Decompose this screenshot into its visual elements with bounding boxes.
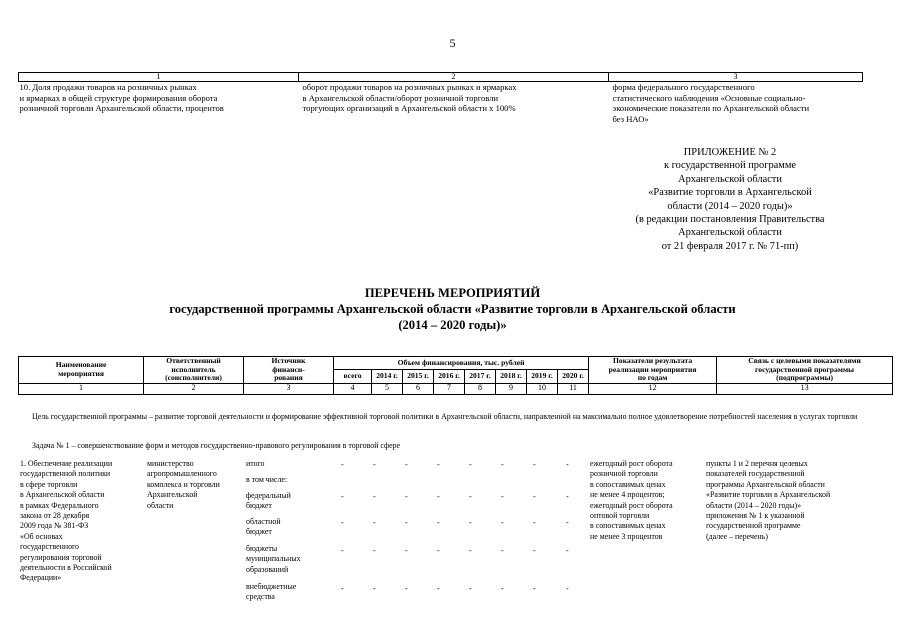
text-line: государственного	[20, 542, 79, 552]
financing-dash: -	[469, 492, 472, 501]
header-line: исполнитель	[171, 364, 216, 374]
header-line: Наименование	[55, 360, 107, 370]
text-line: областной	[246, 517, 281, 526]
text-line: Архангельской	[147, 490, 198, 500]
financing-dash: -	[566, 584, 569, 593]
financing-dash: -	[341, 460, 344, 469]
text-line: 2009 года № 381-ФЗ	[20, 521, 89, 531]
text-line: 10. Доля продажи товаров на розничных рынках	[19, 82, 197, 92]
appendix-line: к государственной программе	[663, 160, 797, 172]
header-link	[717, 357, 893, 384]
appendix-line: области (2014 – 2020 годы)»	[667, 200, 793, 212]
text-line: без НАО»	[612, 113, 649, 124]
text-line: министерство	[147, 459, 194, 468]
financing-dash: -	[533, 584, 536, 593]
financing-dash: -	[437, 546, 440, 555]
header-source	[244, 357, 334, 384]
event-link	[706, 459, 866, 542]
title-line: (2014 – 2020 годы)»	[398, 318, 507, 332]
header-line: государственной программы	[755, 364, 855, 374]
text-line: ежегодный рост оборота	[590, 500, 673, 510]
event-responsible	[147, 459, 245, 511]
financing-dash: -	[341, 546, 344, 555]
text-line: розничной торговли Архангельской области, процентов	[19, 103, 224, 114]
text-line: не менее 3 процентов	[590, 531, 663, 541]
header-year-2016: 2016 г.	[434, 370, 465, 383]
title-line: ПЕРЕЧЕНЬ МЕРОПРИЯТИЙ	[364, 286, 541, 300]
financing-dash: -	[501, 584, 504, 593]
financing-dash: -	[566, 460, 569, 469]
appendix-line: (в редакции постановления Правительства	[635, 214, 825, 226]
header-year-2019: 2019 г.	[527, 370, 558, 383]
appendix-line: Архангельской области	[678, 173, 782, 185]
financing-dash: -	[373, 460, 376, 469]
financing-dash: -	[566, 518, 569, 527]
top-table-cell-3	[609, 82, 863, 125]
financing-dash: -	[469, 546, 472, 555]
source-federal	[246, 491, 334, 512]
text-line: области (2014 – 2020 годы)»	[706, 500, 802, 510]
program-goal: Цель государственной программы – развитие торговой деятельности и формирование эффективной торговой политики в Архангельской области, направленной на максимально полное удовлетворение потребностей населения в услугах торговли	[32, 412, 858, 421]
text-line: в рамках Федерального	[20, 500, 99, 510]
text-line: пункты 1 и 2 перечня целевых	[706, 459, 808, 468]
header-total: всего	[334, 370, 372, 383]
header-line: Показатели результата	[612, 356, 693, 365]
appendix-line: «Развитие торговли в Архангельской	[648, 187, 812, 199]
text-line: оборот продажи товаров на розничных рынках и ярмарках	[302, 82, 517, 92]
col-number: 7	[434, 383, 465, 394]
financing-dash: -	[405, 518, 408, 527]
financing-dash: -	[437, 460, 440, 469]
text-line: не менее 4 процентов;	[590, 490, 665, 500]
financing-dash: -	[405, 546, 408, 555]
text-line: в Архангельской области/оборот розничной торговли	[302, 92, 499, 103]
col-number: 6	[403, 383, 434, 394]
text-line: бюджеты	[246, 544, 278, 553]
financing-dash: -	[501, 546, 504, 555]
text-line: приложения № 1 к указанной	[706, 511, 805, 521]
appendix-line: от 21 февраля 2017 г. № 71-пп)	[661, 240, 799, 252]
text-line: регулирования торговой	[20, 552, 102, 562]
text-line: форма федерального государственного	[612, 82, 755, 92]
col-number: 8	[465, 383, 496, 394]
text-line: «Об основах	[20, 531, 63, 541]
financing-dash: -	[373, 518, 376, 527]
financing-dash: -	[501, 492, 504, 501]
financing-dash: -	[437, 492, 440, 501]
header-line: Связь с целевыми показателями	[748, 356, 861, 365]
col-number: 12	[589, 383, 717, 394]
text-line: (далее – перечень)	[706, 531, 768, 541]
header-year-2014: 2014 г.	[372, 370, 403, 383]
appendix-block	[600, 146, 860, 253]
text-line: в сфере торговли	[20, 479, 78, 489]
financing-dash: -	[405, 492, 408, 501]
top-table-cell-1	[19, 82, 299, 125]
col-number: 13	[717, 383, 893, 394]
financing-dash: -	[469, 460, 472, 469]
text-line: государственной программе	[706, 521, 801, 531]
text-line: розничной торговли	[590, 469, 658, 479]
financing-dash: -	[373, 492, 376, 501]
financing-dash: -	[566, 492, 569, 501]
text-line: муниципальных	[246, 554, 301, 564]
financing-dash: -	[469, 584, 472, 593]
top-table-cell-2	[299, 82, 609, 125]
financing-dash: -	[501, 460, 504, 469]
text-line: в том числе:	[246, 475, 288, 484]
source-total	[246, 459, 334, 469]
text-line: статистического наблюдения «Основные социально-	[612, 92, 806, 103]
financing-dash: -	[341, 492, 344, 501]
header-year-2018: 2018 г.	[496, 370, 527, 383]
financing-dash: -	[469, 518, 472, 527]
top-table-header-3: 3	[609, 73, 863, 82]
col-number: 3	[244, 383, 334, 394]
header-line: Ответственный	[166, 356, 221, 365]
header-line: (подпрограммы)	[776, 373, 834, 383]
source-municipal	[246, 544, 334, 575]
text-line: закона от 28 декабря	[20, 511, 90, 521]
header-line: (соисполнители)	[165, 373, 222, 383]
header-name	[19, 357, 144, 384]
appendix-line: Архангельской области	[678, 227, 782, 239]
document-title	[0, 285, 905, 333]
header-line: Источник	[271, 356, 306, 365]
financing-dash: -	[533, 460, 536, 469]
financing-dash: -	[405, 584, 408, 593]
col-number: 10	[527, 383, 558, 394]
text-line: в сопоставимых ценах	[590, 479, 666, 489]
text-line: агропромышленного	[147, 469, 217, 479]
financing-dash: -	[341, 584, 344, 593]
header-year-2020: 2020 г.	[558, 370, 589, 383]
financing-dash: -	[566, 546, 569, 555]
text-line: бюджет	[246, 501, 272, 511]
header-line: финанси-	[272, 364, 305, 374]
col-number: 2	[144, 383, 244, 394]
event-indicators	[590, 459, 716, 542]
financing-dash: -	[533, 492, 536, 501]
top-table-header-2: 2	[299, 73, 609, 82]
text-line: комплекса и торговли	[147, 479, 220, 489]
financing-dash: -	[373, 546, 376, 555]
col-number: 1	[19, 383, 144, 394]
text-line: 1. Обеспечение реализации	[20, 459, 113, 468]
financing-dash: -	[533, 546, 536, 555]
header-responsible	[144, 357, 244, 384]
text-line: «Развитие торговли в Архангельской	[706, 490, 831, 500]
task-heading: Задача № 1 – совершенствование форм и методов государственно-правового регулирования в торговой сфере	[32, 441, 401, 450]
events-table-header	[18, 356, 893, 395]
text-line: экономические показатели по Архангельской области	[612, 103, 810, 114]
text-line: деятельности в Российской	[20, 563, 112, 573]
header-line: реализации мероприятия	[608, 364, 697, 374]
text-line: торгующих организаций в Архангельской области x 100%	[302, 103, 516, 114]
source-incl	[246, 475, 334, 485]
text-line: федеральный	[246, 491, 291, 500]
text-line: образований	[246, 564, 289, 574]
text-line: показателей государственной	[706, 469, 805, 479]
text-line: ежегодный рост оборота	[590, 459, 673, 468]
top-table	[18, 72, 863, 124]
financing-dash: -	[437, 518, 440, 527]
financing-dash: -	[373, 584, 376, 593]
text-line: Федерации»	[20, 573, 62, 583]
header-indicators	[589, 357, 717, 384]
header-line: мероприятия	[58, 368, 104, 378]
event-name	[20, 459, 144, 584]
col-number: 4	[334, 383, 372, 394]
text-line: оптовой торговли	[590, 511, 650, 521]
text-line: итого	[246, 459, 265, 468]
header-line: по годам	[637, 373, 668, 383]
text-line: бюджет	[246, 527, 272, 537]
financing-dash: -	[501, 518, 504, 527]
header-financing: Объем финансирования, тыс. рублей	[334, 357, 589, 370]
page-number: 5	[449, 36, 456, 50]
financing-dash: -	[533, 518, 536, 527]
source-regional	[246, 517, 334, 538]
text-line: и ярмарках в общей структуре формирования оборота	[19, 92, 218, 103]
text-line: в Архангельской области	[20, 490, 105, 500]
col-number: 9	[496, 383, 527, 394]
text-line: средства	[246, 592, 275, 602]
text-line: внебюджетные	[246, 582, 297, 591]
title-line: государственной программы Архангельской области «Развитие торговли в Архангельской области	[169, 302, 736, 316]
header-line: рования	[274, 373, 303, 383]
col-number: 11	[558, 383, 589, 394]
text-line: в сопоставимых ценах	[590, 521, 666, 531]
text-line: государственной политики	[20, 469, 111, 479]
appendix-line: ПРИЛОЖЕНИЕ № 2	[683, 147, 777, 158]
source-extrabudget	[246, 582, 334, 603]
financing-dash: -	[405, 460, 408, 469]
text-line: программы Архангельской области	[706, 479, 825, 489]
col-number: 5	[372, 383, 403, 394]
text-line: области	[147, 500, 174, 510]
header-year-2015: 2015 г.	[403, 370, 434, 383]
financing-dash: -	[341, 518, 344, 527]
top-table-header-1: 1	[19, 73, 299, 82]
financing-dash: -	[437, 584, 440, 593]
header-year-2017: 2017 г.	[465, 370, 496, 383]
